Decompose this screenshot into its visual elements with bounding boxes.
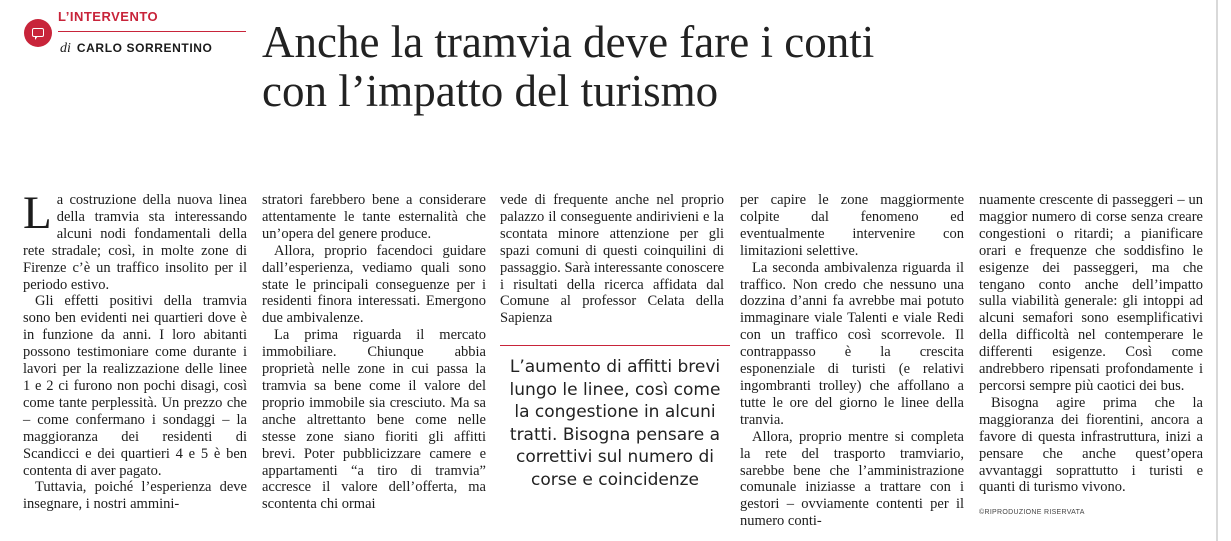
paragraph: nuamente crescente di passeggeri – un maggior numero di corse senza creare congestioni o ritardi; a pianificare orari e frequenze che soddisfino le esigenze dei passeggeri, ma che tengano conto anche dell’impatto sulla viabilità generale: gli intoppi ad alcuni semafori sono esemplificativi della difficoltà nel contemperare le differenti esigenze. Così come andrebbero ripensati profondamente i percorsi sempre più caotici dei bus. [979,192,1203,394]
paragraph: Gli effetti positivi della tramvia sono ben evidenti nei quartieri dove è in funzione da anni. I loro abitanti possono testimoniare come durante i lavori per la realizzazione delle linee 1 e 2 ci furono non pochi disagi, così come tante perplessità. Un prezzo che – come confermano i sondaggi – la maggioranza dei residenti di Scandicci e dei quartieri 4 e 5 è ben contenta di aver pagato. [23,293,247,479]
section-divider [58,31,246,32]
paragraph: stratori farebbero bene a considerare attentamente le tante esternalità che un’opera del genere produce. [262,192,486,242]
paragraph: Bisogna agire prima che la maggioranza dei fiorentini, ancora a favore di questa infrastruttura, inizi a pensare che anche quest’opera avvantaggi soprattutto i turisti e quanti di turismo vivono. [979,394,1203,496]
paragraph: vede di frequente anche nel proprio palazzo il conseguente andirivieni e la scontata minore attenzione per gli spazi comuni di questi coinquilini di passaggio. Sarà interessante conoscere i risultati della ricerca affidata dal Comune al professor Celata della Sapienza [500,192,724,327]
paragraph: La seconda ambivalenza riguarda il traffico. Non credo che nessuno una dozzina d’anni fa avrebbe mai potuto immaginare viale Talenti e viale Redi con un traffico così scorrevole. Il contrappasso è la crescita esponenziale di turisti (e relativi ingombranti trolley) che affollano a tutte le ore del giorno le linee della tranvia. [740,259,964,428]
pull-quote-text: L’aumento di affitti brevi lungo le linee, così come la congestione in alcuni tratti. Bisogna pensare a correttivi sul numero di corse e coincidenze [509,357,721,490]
paragraph: Allora, proprio facendoci guidare dall’esperienza, vediamo quali sono state le principali conseguenze per i residenti finora interessati. Emergono due ambivalenze. [262,242,486,327]
headline-line-2: con l’impatto del turismo [262,66,719,116]
paragraph: per capire le zone maggiormente colpite dal fenomeno ed eventualmente intervenire con limitazioni selettive. [740,192,964,259]
paragraph: Tuttavia, poiché l’esperienza deve insegnare, i nostri ammini- [23,479,247,513]
byline-prefix: di [60,41,71,56]
article-column-5 [979,192,1203,496]
article-column-4 [740,192,964,530]
article-column-3 [500,192,724,327]
headline [262,18,1162,116]
drop-cap: L [23,187,52,239]
article-column-1 [23,187,247,513]
byline-author: CARLO SORRENTINO [76,41,213,55]
paragraph [23,187,247,293]
paragraph: Allora, proprio mentre si completa la rete del trasporto tramviario, sarebbe bene che l’amministrazione comunale iniziasse a trattare con i gestori – ovviamente contenti per il numero conti- [740,428,964,530]
pull-quote [500,345,730,511]
section-label: L’INTERVENTO [58,9,159,24]
byline [60,41,213,57]
paragraph: La prima riguarda il mercato immobiliare. Chiunque abbia proprietà nelle zone in cui passa la tramvia sa bene come il valore del proprio immobile sia cresciuto. Ma sa anche altrettanto bene come nelle stesse zone siano fioriti gli affitti brevi. Poter pubblicizzare camere e appartamenti “a tiro di tramvia” accresce il valore dell’offerta, ma scontenta chi ormai [262,327,486,513]
headline-line-1: Anche la tramvia deve fare i conti [262,17,875,67]
speech-bubble-icon [24,19,52,47]
page-edge-divider [1216,0,1218,541]
copyright-notice: ©RIPRODUZIONE RISERVATA [979,509,1085,516]
paragraph-text: a costruzione della nuova linea della tramvia sta interessando alcuni nodi fondamentali della rete stradale; così, in molte zone di Firenze c’è un traffico insolito per il periodo estivo. [23,192,247,293]
article-column-2 [262,192,486,513]
